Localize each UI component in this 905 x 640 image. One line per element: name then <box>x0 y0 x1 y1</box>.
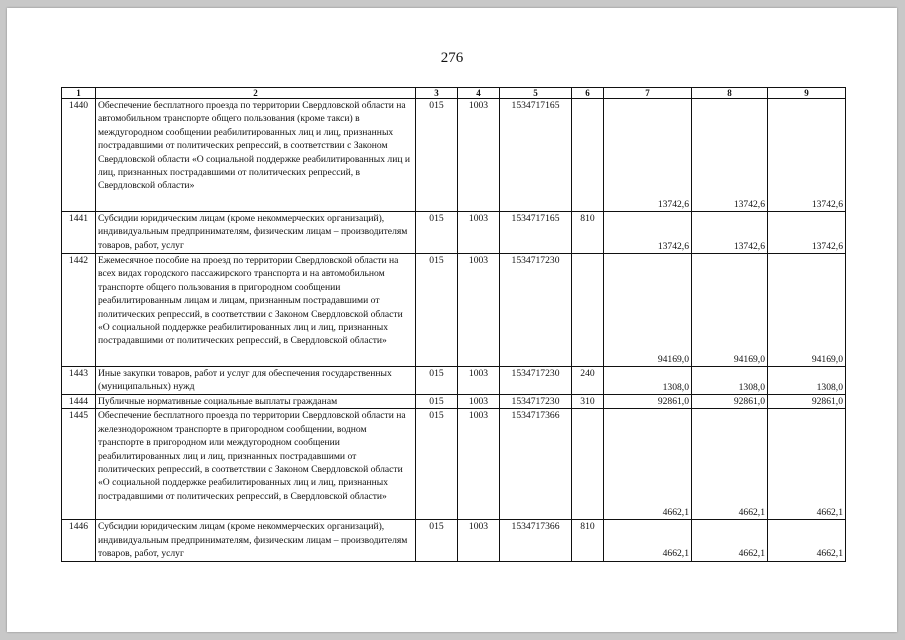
table-row <box>62 99 846 212</box>
cell-col5: 1534717165 <box>500 99 572 212</box>
cell-col8: 13742,6 <box>692 212 768 254</box>
row-number: 1444 <box>62 395 96 409</box>
column-header: 5 <box>500 88 572 99</box>
cell-col5: 1534717230 <box>500 367 572 395</box>
cell-col6: 310 <box>572 395 604 409</box>
row-description: Иные закупки товаров, работ и услуг для обеспечения государственных (муниципальных) нужд <box>96 367 416 395</box>
row-number: 1440 <box>62 99 96 212</box>
row-description: Обеспечение бесплатного проезда по территории Свердловской области на автомобильном транспорте общего пользования (кроме такси) в междугородном сообщении реабилитированных лиц и лиц, признанных пострадавшими от политических репрессий, в соответствии с Законом Свердловской области «О социальной поддержке реабилитированных лиц и лиц, признанных пострадавшими от политических репрессий, в Свердловской области» <box>96 99 416 212</box>
cell-col9: 94169,0 <box>768 254 846 367</box>
cell-col4: 1003 <box>458 520 500 561</box>
table-row <box>62 520 846 561</box>
row-description: Обеспечение бесплатного проезда по территории Свердловской области на железнодорожном транспорте в пригородном сообщении, водном транспорте в пригородном или междугородном сообщении реабилитированных лиц и лиц, признанных пострадавшими от политических репрессий, в соответствии с Законом Свердловской области «О социальной поддержке реабилитированных лиц и лиц, признанных пострадавшими от политических репрессий, в Свердловской области» <box>96 409 416 520</box>
cell-col4: 1003 <box>458 367 500 395</box>
row-number: 1443 <box>62 367 96 395</box>
cell-col7: 13742,6 <box>604 99 692 212</box>
cell-col8: 1308,0 <box>692 367 768 395</box>
table-row <box>62 254 846 367</box>
cell-col5: 1534717366 <box>500 520 572 561</box>
row-description: Субсидии юридическим лицам (кроме некоммерческих организаций), индивидуальным предпринимателям, физическим лицам – производителям товаров, работ, услуг <box>96 520 416 561</box>
budget-table <box>61 87 846 562</box>
cell-col3: 015 <box>416 254 458 367</box>
cell-col3: 015 <box>416 409 458 520</box>
cell-col5: 1534717230 <box>500 254 572 367</box>
row-number: 1445 <box>62 409 96 520</box>
cell-col7: 94169,0 <box>604 254 692 367</box>
cell-col6: 810 <box>572 520 604 561</box>
cell-col9: 4662,1 <box>768 409 846 520</box>
cell-col8: 4662,1 <box>692 409 768 520</box>
column-header: 6 <box>572 88 604 99</box>
cell-col8: 94169,0 <box>692 254 768 367</box>
cell-col4: 1003 <box>458 99 500 212</box>
cell-col6: 810 <box>572 212 604 254</box>
table-row <box>62 212 846 254</box>
cell-col7: 4662,1 <box>604 520 692 561</box>
cell-col4: 1003 <box>458 409 500 520</box>
cell-col3: 015 <box>416 395 458 409</box>
cell-col5: 1534717230 <box>500 395 572 409</box>
cell-col8: 4662,1 <box>692 520 768 561</box>
cell-col3: 015 <box>416 99 458 212</box>
page-number: 276 <box>440 50 464 66</box>
column-header: 9 <box>768 88 846 99</box>
header-row <box>62 88 846 99</box>
row-number: 1442 <box>62 254 96 367</box>
column-header: 4 <box>458 88 500 99</box>
column-header: 3 <box>416 88 458 99</box>
row-number: 1441 <box>62 212 96 254</box>
row-number: 1446 <box>62 520 96 561</box>
column-header: 2 <box>96 88 416 99</box>
column-header: 8 <box>692 88 768 99</box>
cell-col9: 13742,6 <box>768 212 846 254</box>
cell-col6 <box>572 409 604 520</box>
cell-col3: 015 <box>416 520 458 561</box>
table-row <box>62 395 846 409</box>
column-header: 1 <box>62 88 96 99</box>
table-row <box>62 409 846 520</box>
cell-col9: 13742,6 <box>768 99 846 212</box>
cell-col9: 4662,1 <box>768 520 846 561</box>
row-description: Субсидии юридическим лицам (кроме некоммерческих организаций), индивидуальным предпринимателям, физическим лицам – производителям товаров, работ, услуг <box>96 212 416 254</box>
cell-col5: 1534717366 <box>500 409 572 520</box>
row-description: Публичные нормативные социальные выплаты гражданам <box>96 395 416 409</box>
cell-col4: 1003 <box>458 395 500 409</box>
document-page <box>7 8 897 632</box>
table-row <box>62 367 846 395</box>
cell-col7: 4662,1 <box>604 409 692 520</box>
cell-col9: 1308,0 <box>768 367 846 395</box>
cell-col7: 92861,0 <box>604 395 692 409</box>
cell-col4: 1003 <box>458 212 500 254</box>
cell-col8: 92861,0 <box>692 395 768 409</box>
cell-col6: 240 <box>572 367 604 395</box>
cell-col7: 13742,6 <box>604 212 692 254</box>
cell-col8: 13742,6 <box>692 99 768 212</box>
cell-col5: 1534717165 <box>500 212 572 254</box>
cell-col7: 1308,0 <box>604 367 692 395</box>
cell-col9: 92861,0 <box>768 395 846 409</box>
row-description: Ежемесячное пособие на проезд по территории Свердловской области на всех видах городского пассажирского транспорта и на автомобильном транспорте общего пользования в пригородном сообщении реабилитированным лицам и лицам, признанным пострадавшими от политических репрессий, в соответствии с Законом Свердловской области «О социальной поддержке реабилитированных лиц и лиц, признанных пострадавшими от политических репрессий, в Свердловской области» <box>96 254 416 367</box>
cell-col3: 015 <box>416 212 458 254</box>
column-header: 7 <box>604 88 692 99</box>
cell-col6 <box>572 254 604 367</box>
cell-col4: 1003 <box>458 254 500 367</box>
cell-col6 <box>572 99 604 212</box>
cell-col3: 015 <box>416 367 458 395</box>
